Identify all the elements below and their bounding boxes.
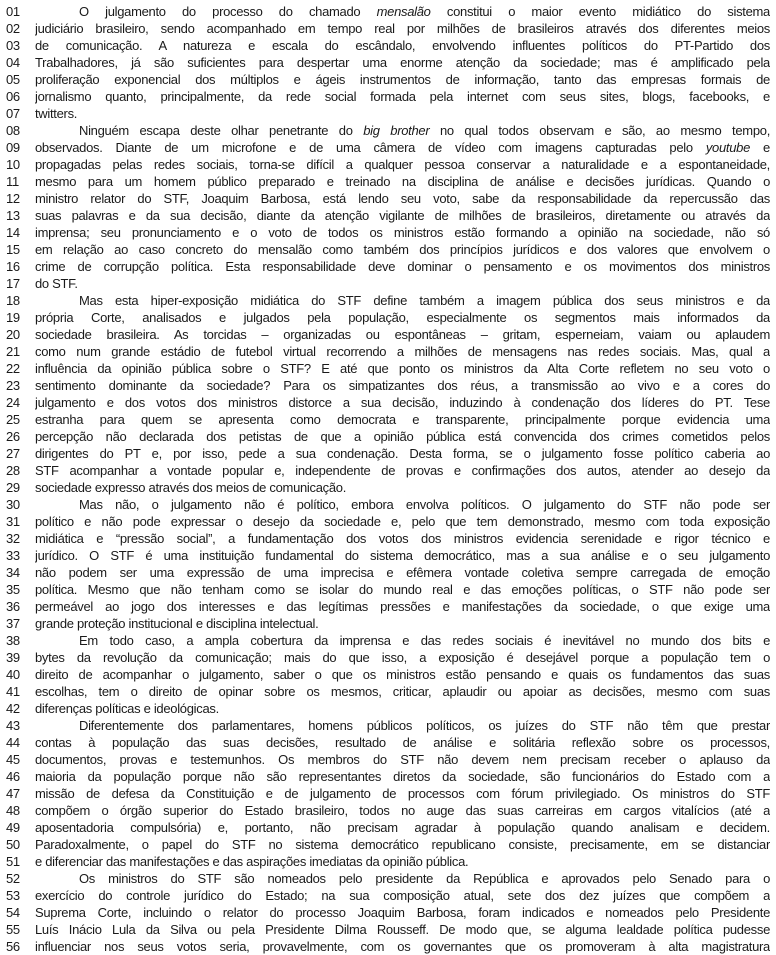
line-text: jurídico. O STF é uma instituição fundamental do sistema democrático, mas a sua análise e o seu julgamento [35,548,770,563]
line-number: 26 [6,429,20,444]
line-number: 21 [6,344,20,359]
line-number: 54 [6,905,20,920]
text-line [6,819,770,836]
line-number: 36 [6,599,20,614]
line-text: contas à população das suas decisões, resultado de análise e solitária reflexão sobre os processos, [35,735,770,750]
line-text: julgamento e dos votos dos ministros distorce a sua decisão, induzindo à condenação dos líderes do PT. Tese [35,395,770,410]
text-line [6,496,770,513]
text-line [6,20,770,37]
line-text: influenciar nos seus votos seria, provavelmente, com os governantes que os promoveram à alta magistratura [35,939,770,954]
line-number: 42 [6,701,20,716]
line-text: twitters. [35,106,78,121]
line-number: 30 [6,497,20,512]
text-line [6,836,770,853]
italic-text-segment: mensalão [376,4,431,19]
line-text: percepção não declarada dos petistas de que a opinião pública está convencida dos crimes cometidos pelos [35,429,770,444]
text-line [6,462,770,479]
text-line [6,632,770,649]
text-line [6,54,770,71]
line-text: direito de acompanhar o julgamento, saber o que os ministros estão pensando e quais os fundamentos das suas [35,667,770,682]
line-number: 15 [6,242,20,257]
line-text: diferenças políticas e ideológicas. [35,701,219,716]
text-line [6,598,770,615]
text-line [6,768,770,785]
line-text: Luís Inácio Lula da Silva ou pela Presidente Dilma Rousseff. De modo que, se alguma lealdade política pudesse [35,922,770,937]
text-line [6,853,770,870]
text-line [6,224,770,241]
line-text: Trabalhadores, já são suficientes para despertar uma enorme atenção da sociedade; mas é amplificado pela [35,55,770,70]
text-line [6,71,770,88]
line-text: bytes da revolução da comunicação; mais do que isso, a exposição é desejável porque a população tem o [35,650,770,665]
line-text: Mas não, o julgamento não é político, embora envolva políticos. O julgamento do STF não pode ser [79,497,770,512]
text-line [6,394,770,411]
line-number: 46 [6,769,20,784]
line-text: STF acompanhar a vontade popular e, independente de provas e confirmações dos autos, atender ao desejo da [35,463,770,478]
line-number: 56 [6,939,20,954]
text-line [6,360,770,377]
line-number: 02 [6,21,20,36]
line-text: suas palavras e da sua decisão, diante da atenção vigilante de milhões de brasileiros, diretamente ou através da [35,208,770,223]
line-text: judiciário brasileiro, sendo acompanhado em tempo real por milhões de brasileiros através dos diferentes meios [35,21,770,36]
text-line [6,581,770,598]
line-number: 12 [6,191,20,206]
line-number: 44 [6,735,20,750]
line-text: dirigentes do PT e, por isso, pede a sua condenação. Desta forma, se o julgamento fosse político caberia ao [35,446,770,461]
line-number: 05 [6,72,20,87]
text-line [6,513,770,530]
line-number: 06 [6,89,20,104]
line-text: sentimento dominante da sociedade? Para os simpatizantes dos réus, a transmissão ao vivo e a cores do [35,378,770,393]
line-number: 33 [6,548,20,563]
line-number: 04 [6,55,20,70]
line-number: 09 [6,140,20,155]
text-segment: Ninguém escapa deste olhar penetrante do [79,123,364,138]
line-text: política. Mesmo que não tenham como se isolar do mundo real e das emoções políticas, o STF não pode ser [35,582,770,597]
line-number: 35 [6,582,20,597]
text-line [6,377,770,394]
line-text: Os ministros do STF são nomeados pelo presidente da República e aprovados pelo Senado para o [79,871,770,886]
text-line [6,190,770,207]
line-number: 47 [6,786,20,801]
line-text: em relação ao caso concreto do mensalão como também dos princípios jurídicos e dos valores que envolvem o [35,242,770,257]
text-line [6,37,770,54]
text-line [6,564,770,581]
line-text [35,139,770,156]
line-text: estranha para quem se apresenta como democrata e transparente, principalmente porque evidencia uma [35,412,770,427]
text-line [6,105,770,122]
text-line [6,207,770,224]
line-number: 29 [6,480,20,495]
line-number: 40 [6,667,20,682]
line-number: 52 [6,871,20,886]
text-line [6,870,770,887]
italic-text-segment: big brother [363,123,430,138]
text-line [6,615,770,632]
text-line [6,411,770,428]
text-line [6,547,770,564]
line-number: 49 [6,820,20,835]
line-number: 16 [6,259,20,274]
line-number: 22 [6,361,20,376]
line-text: Em todo caso, a ampla cobertura da imprensa e das redes sociais é inevitável no mundo dos bits e [79,633,770,648]
line-text: como num grande estádio de futebol virtual recorrendo a milhões de mensagens nas redes sociais. Mas, qual a [35,344,770,359]
text-line [6,139,770,156]
line-text: sociedade brasileira. As torcidas – organizadas ou espontâneas – gritam, esperneiam, vaiam ou aplaudem [35,327,770,342]
text-line [6,887,770,904]
text-line [6,343,770,360]
line-text: propagadas pelas redes sociais, torna-se difícil a qualquer pessoa conservar a naturalidade e a espontaneidade, [35,157,770,172]
line-number: 08 [6,123,20,138]
line-number: 53 [6,888,20,903]
line-text: ministro relator do STF, Joaquim Barbosa, está lendo seu voto, sabe da responsabilidade da repercussão das [35,191,770,206]
text-line [6,122,770,139]
text-line [6,88,770,105]
line-text: aposentadoria compulsória) e, portanto, não precisam agradar à população quando analisam e decidem. [35,820,770,835]
line-number: 14 [6,225,20,240]
line-text [35,3,770,20]
line-number: 11 [6,174,19,189]
line-text: do STF. [35,276,78,291]
text-line [6,292,770,309]
text-segment: no qual todos observam e são, ao mesmo tempo, [429,123,770,138]
line-number: 51 [6,854,20,869]
line-text: Paradoxalmente, o papel do STF no sistema democrático republicano consiste, precisamente, em se distanciar [35,837,770,852]
line-number: 50 [6,837,20,852]
text-line [6,326,770,343]
line-number: 19 [6,310,20,325]
line-text: não podem ser uma expressão de uma imprecisa e efêmera vontade coletiva sempre carregada de emoção [35,565,770,580]
text-line [6,938,770,955]
line-number: 03 [6,38,20,53]
line-text: influência da opinião pública sobre o STF? E até que ponto os ministros da Alta Corte refletem no seu voto o [35,361,770,376]
text-line [6,173,770,190]
text-line [6,700,770,717]
text-line [6,479,770,496]
text-line [6,445,770,462]
text-segment: e [750,140,770,155]
line-text: missão de defesa da Constituição e de julgamento de processos com fórum privilegiado. Os ministros do STF [35,786,770,801]
line-number: 20 [6,327,20,342]
line-text: jornalismo quanto, principalmente, da rede social formada pela internet com seus sites, blogs, facebooks, e [35,89,770,104]
line-number: 17 [6,276,20,291]
line-number: 07 [6,106,20,121]
line-text: Suprema Corte, incluindo o relator do processo Joaquim Barbosa, foram indicados e nomeados pelo Presidente [35,905,770,920]
line-text: compõem o órgão superior do Estado brasileiro, todos no auge das suas carreiras em cargos vitalícios (até a [35,803,770,818]
italic-text-segment: youtube [705,140,751,155]
line-number: 34 [6,565,20,580]
line-text [35,122,770,139]
line-number: 01 [6,4,20,19]
text-line [6,717,770,734]
text-line [6,275,770,292]
line-number: 25 [6,412,20,427]
line-number: 18 [6,293,20,308]
text-line [6,666,770,683]
line-text: mesmo para um homem público preparado e treinado na disciplina de análise e decisões jurídicas. Quando o [35,174,770,189]
line-text: maioria da população porque não são representantes diretos da sociedade, são funcionários do Estado com a [35,769,770,784]
line-number: 13 [6,208,20,223]
line-text: documentos, provas e testemunhos. Os membros do STF não devem nem precisam receber o aplauso da [35,752,770,767]
text-segment: constitui o maior evento midiático do sistema [430,4,770,19]
text-line [6,309,770,326]
line-text: Mas esta hiper-exposição midiática do STF define também a imagem pública dos seus ministros e da [79,293,770,308]
line-number: 43 [6,718,20,733]
line-number: 32 [6,531,20,546]
text-line [6,428,770,445]
line-number: 24 [6,395,20,410]
line-text: sociedade expresso através dos meios de comunicação. [35,480,347,495]
line-text: permeável ao jogo dos interesses e das legítimas pressões e manifestações da sociedade, o que exige uma [35,599,770,614]
line-text: própria Corte, analisados e julgados pela população, especialmente os segmentos mais informados da [35,310,770,325]
line-number: 38 [6,633,20,648]
text-line [6,734,770,751]
line-text: de comunicação. A natureza e escala do escândalo, envolvendo influentes políticos do PT-Partido dos [35,38,770,53]
text-line [6,802,770,819]
text-line [6,921,770,938]
line-text: escolhas, tem o direito de opinar sobre os mesmos, criticar, aplaudir ou apoiar as decisões, mesmo com suas [35,684,770,699]
line-number: 23 [6,378,20,393]
line-number: 41 [6,684,20,699]
text-line [6,785,770,802]
line-number: 55 [6,922,20,937]
line-text: imprensa; seu pronunciamento e o voto de todos os ministros estão formando a opinião na sociedade, não só [35,225,770,240]
line-number: 48 [6,803,20,818]
text-line [6,530,770,547]
text-line [6,683,770,700]
line-number: 28 [6,463,20,478]
line-text: proliferação exponencial dos múltiplos e ágeis instrumentos de informação, tanto das empresas formais de [35,72,770,87]
line-text: político e não pode expressar o desejo da sociedade e, pelo que tem demonstrado, mesmo com toda exposição [35,514,770,529]
line-number: 10 [6,157,20,172]
text-line [6,156,770,173]
line-text: grande proteção institucional e disciplina intelectual. [35,616,319,631]
text-segment: O julgamento do processo do chamado [79,4,377,19]
text-line [6,258,770,275]
text-line [6,751,770,768]
text-line [6,241,770,258]
line-text: e diferenciar das manifestações e das aspirações imediatas da opinião pública. [35,854,469,869]
line-number: 39 [6,650,20,665]
text-line [6,904,770,921]
text-line [6,3,770,20]
line-text: exercício do controle jurídico do Estado; na sua composição atual, sete dos dez juízes que compõem a [35,888,770,903]
line-text: Diferentemente dos parlamentares, homens públicos políticos, os juízes do STF não têm que prestar [79,718,770,733]
line-number: 27 [6,446,20,461]
line-text: crime de corrupção política. Esta responsabilidade deve dominar o pensamento e os movimentos dos ministros [35,259,770,274]
text-segment: observados. Diante de um microfone e de uma câmera de vídeo com imagens capturadas pelo [35,140,706,155]
text-line [6,649,770,666]
line-number: 37 [6,616,20,631]
line-number: 45 [6,752,20,767]
line-text: midiática e “pressão social”, a fundamentação dos votos dos ministros evidencia serenidade e rigor técnico e [35,531,770,546]
line-number: 31 [6,514,20,529]
